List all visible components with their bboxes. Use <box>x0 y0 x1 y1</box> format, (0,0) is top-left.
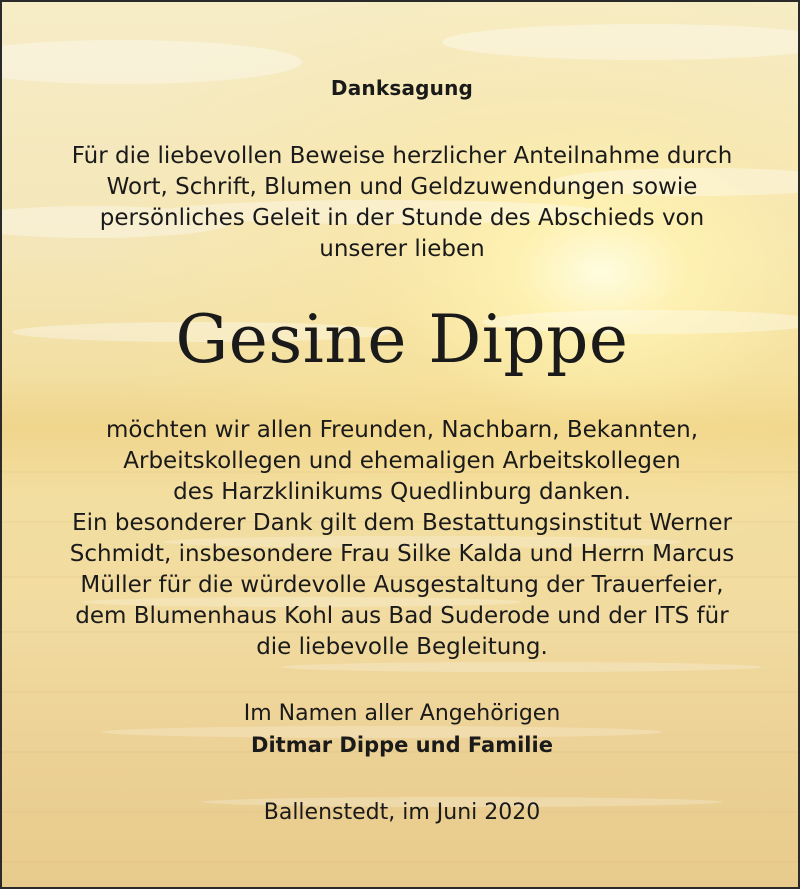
intro-line: Wort, Schrift, Blumen und Geldzuwendungen sowie <box>106 174 698 200</box>
signature-family: Ditmar Dippe und Familie <box>251 733 553 757</box>
body-line: Ein besonderer Dank gilt dem Bestattungsinstitut Werner <box>72 510 732 536</box>
place-date: Ballenstedt, im Juni 2020 <box>263 800 541 825</box>
body-line: des Harzklinikums Quedlinburg danken. <box>173 479 631 505</box>
intro-line: unserer lieben <box>319 236 485 262</box>
body-line: Müller für die würdevolle Ausgestaltung der Trauerfeier, <box>80 572 724 598</box>
body-line: Schmidt, insbesondere Frau Silke Kalda und Herrn Marcus <box>69 541 735 567</box>
deceased-name: Gesine Dippe <box>175 301 629 378</box>
body-line: die liebevolle Begleitung. <box>256 634 548 660</box>
intro-line: Für die liebevollen Beweise herzlicher Anteilnahme durch <box>71 143 733 169</box>
signature-on-behalf: Im Namen aller Angehörigen <box>243 701 561 726</box>
body-paragraph <box>2 415 800 663</box>
body-line: möchten wir allen Freunden, Nachbarn, Bekannten, <box>105 417 698 443</box>
heading: Danksagung <box>330 76 474 100</box>
body-line: dem Blumenhaus Kohl aus Bad Suderode und der ITS für <box>75 603 729 629</box>
intro-paragraph <box>2 141 800 265</box>
body-line: Arbeitskollegen und ehemaligen Arbeitskollegen <box>123 448 681 474</box>
intro-line: persönliches Geleit in der Stunde des Abschieds von <box>99 205 705 231</box>
